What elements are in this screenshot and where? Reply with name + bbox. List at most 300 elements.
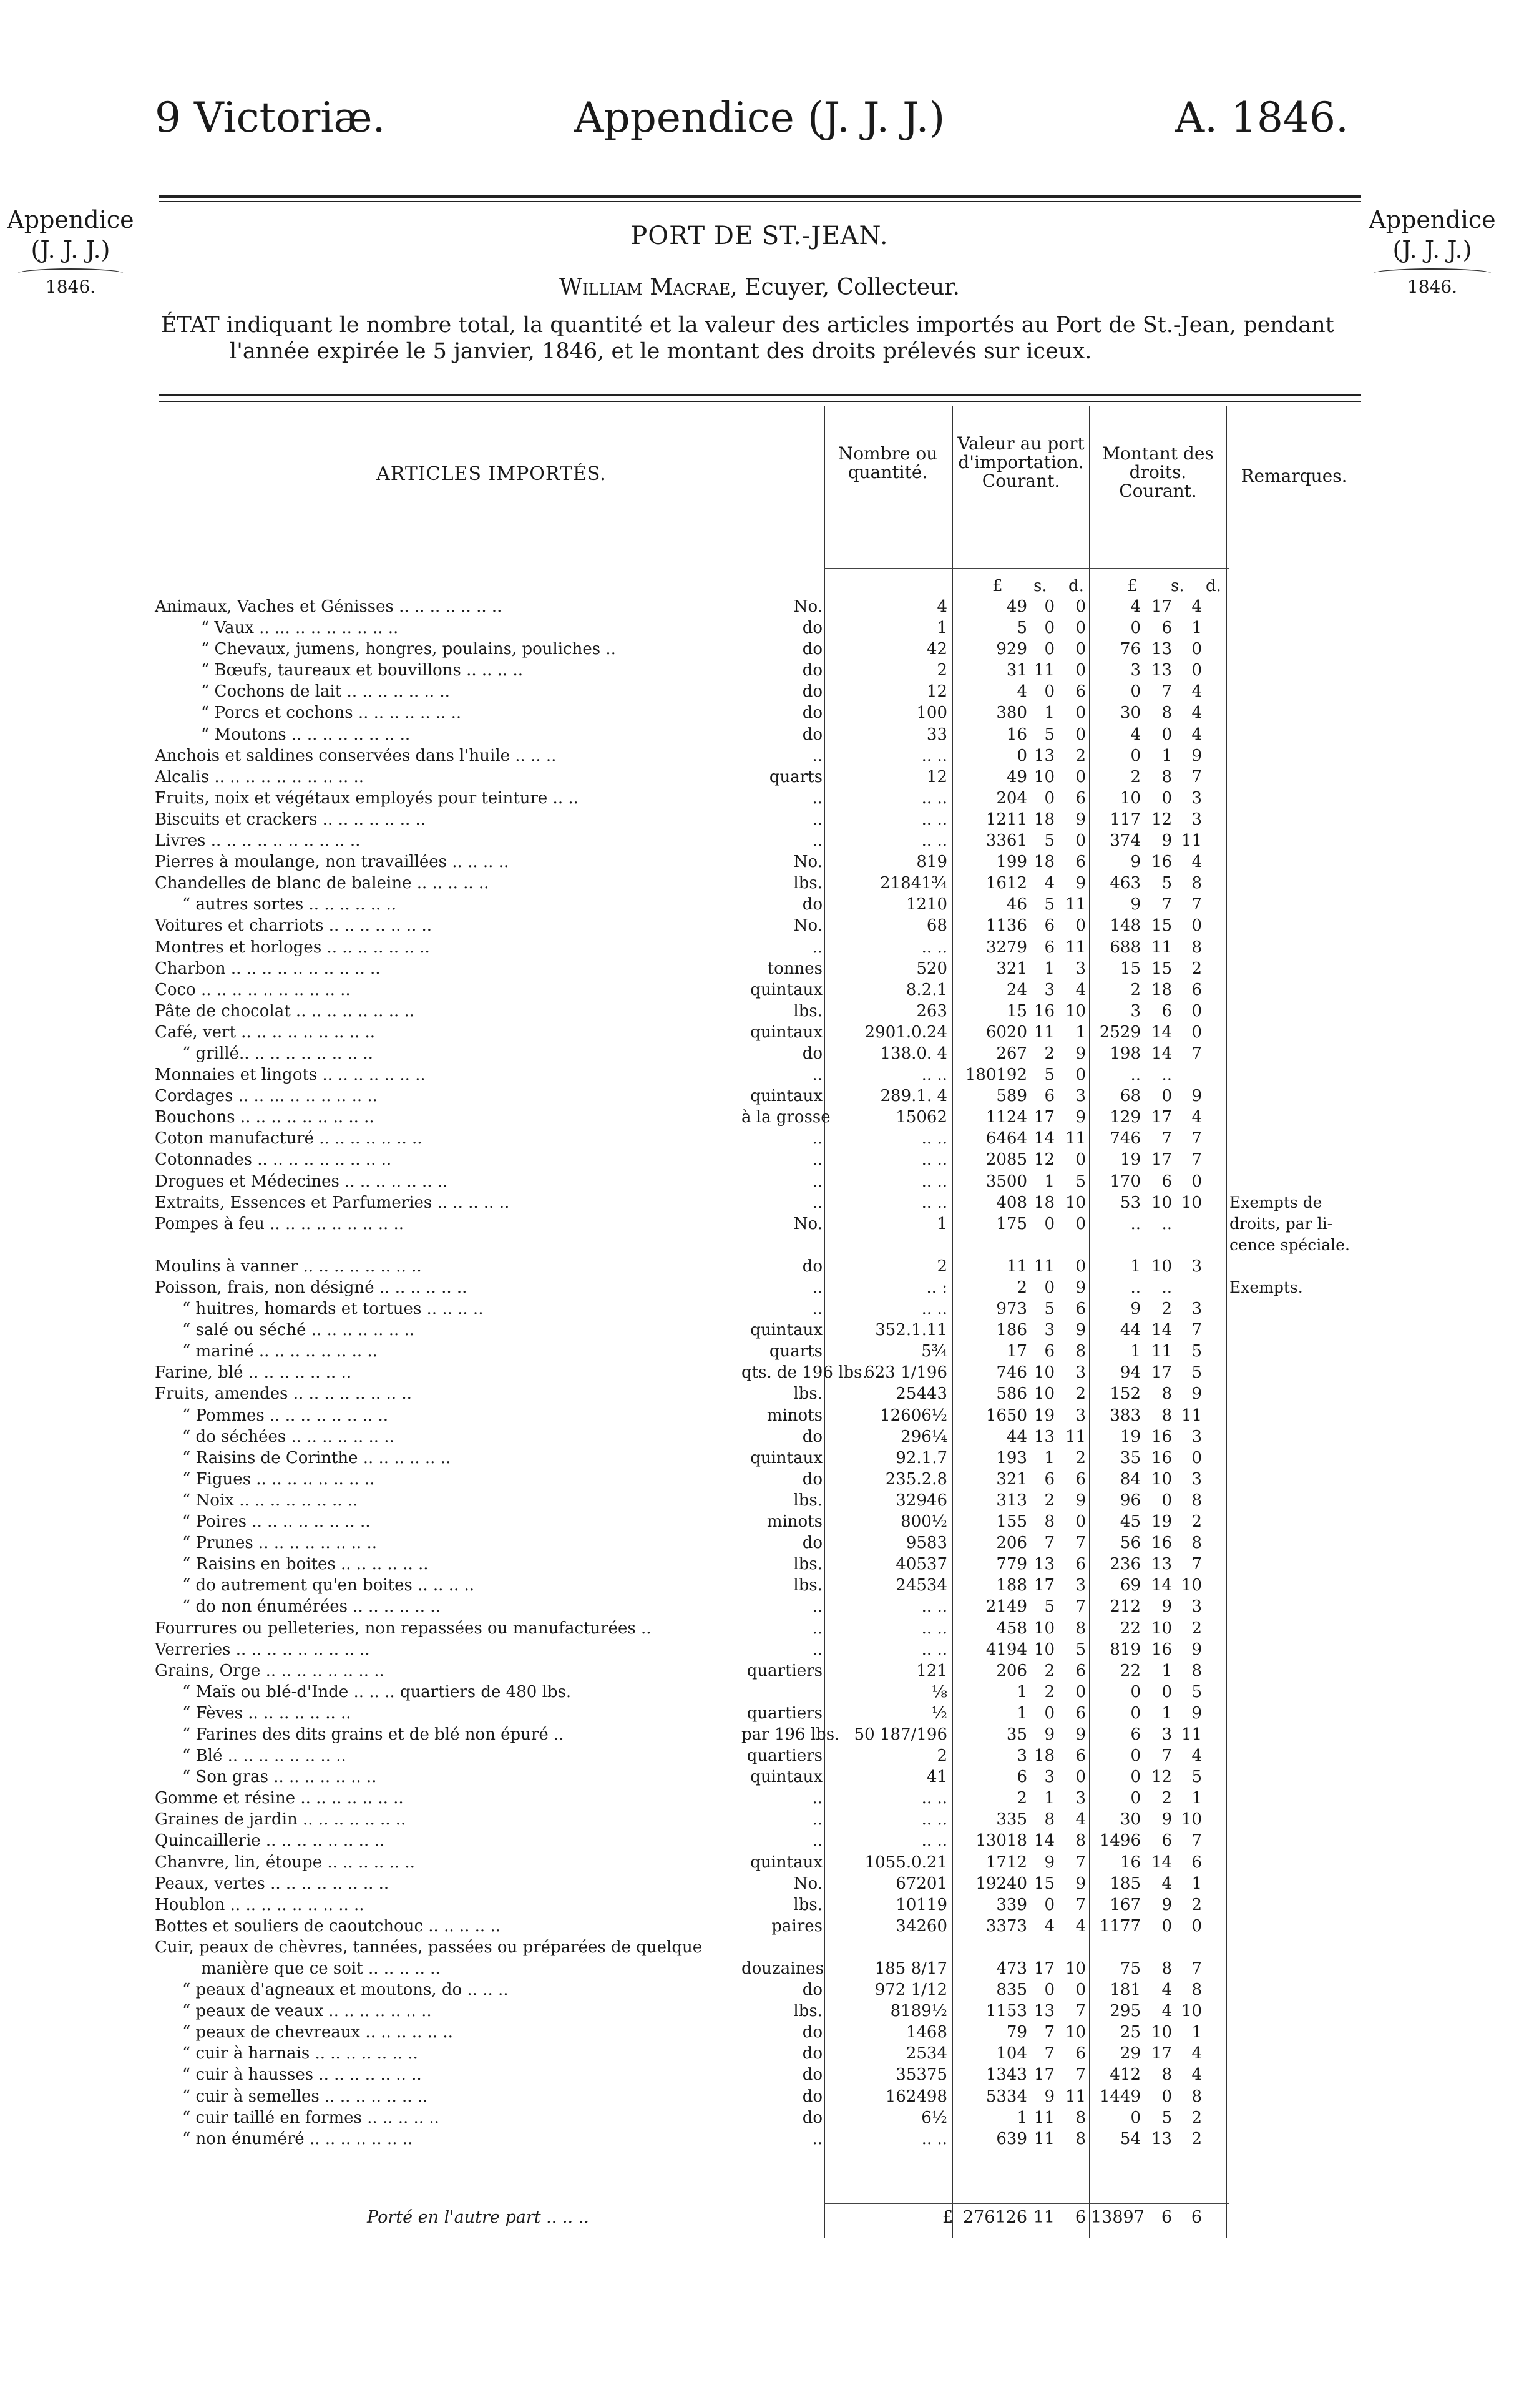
table-row (155, 809, 1365, 830)
value-pence: 0 (1075, 1150, 1086, 1170)
duty-pounds: 167 (1110, 1895, 1141, 1914)
value-pounds: 3373 (985, 1916, 1027, 1936)
value-shillings: 13 (1033, 1555, 1055, 1574)
duty-shillings: 0 (1161, 1087, 1172, 1106)
table-row (155, 1405, 1365, 1426)
value-pence: 7 (1075, 1597, 1086, 1617)
value-pence: 6 (1075, 853, 1086, 872)
duty-pounds: 212 (1110, 1597, 1141, 1617)
quantity: 2 (937, 661, 947, 680)
value-shillings: 12 (1033, 1150, 1055, 1170)
article-name: Coco .. .. .. .. .. .. .. .. .. .. (155, 980, 351, 999)
duty-shillings: 8 (1161, 703, 1172, 723)
table-row (155, 1852, 1365, 1873)
duty-pence: 8 (1191, 2087, 1202, 2106)
unit: qts. de 196 lbs. (741, 1363, 867, 1383)
value-pence: 10 (1065, 1959, 1086, 1978)
article-name: “ Prunes .. .. .. .. .. .. .. .. (182, 1534, 378, 1553)
quantity: .. .. (921, 1150, 947, 1170)
quantity: 33 (926, 725, 947, 744)
table-row (155, 1745, 1365, 1766)
table-row (155, 1703, 1365, 1724)
article-name: “ Porcs et cochons .. .. .. .. .. .. .. (201, 703, 462, 723)
unit: minots (766, 1512, 823, 1532)
table-row (155, 2022, 1365, 2043)
value-pounds: 321 (996, 959, 1027, 978)
article-name: Quincaillerie .. .. .. .. .. .. .. .. (155, 1831, 384, 1851)
value-shillings: 0 (1044, 640, 1055, 659)
quantity: 185 8/17 (874, 1959, 947, 1978)
value-pence: 10 (1065, 2023, 1086, 2042)
duty-pence: 7 (1191, 1044, 1202, 1063)
value-pounds: 193 (996, 1448, 1027, 1467)
unit: lbs. (793, 874, 823, 893)
value-pence: 8 (1075, 2108, 1086, 2127)
duty-pounds: 44 (1120, 1321, 1141, 1340)
value-shillings: 4 (1044, 1916, 1055, 1936)
duty-shillings: 17 (1151, 1108, 1172, 1127)
quantity: 6½ (921, 2108, 947, 2127)
duty-shillings: 8 (1161, 1406, 1172, 1425)
quantity: 100 (916, 703, 947, 723)
duty-pence: 10 (1181, 2002, 1202, 2021)
duty-shillings: 2 (1161, 1789, 1172, 1808)
value-pence: 3 (1075, 1789, 1086, 1808)
duty-shillings: 11 (1151, 1342, 1172, 1361)
duty-shillings: 13 (1151, 2129, 1172, 2148)
remark: droits, par li- (1229, 1214, 1333, 1233)
quantity: 2 (937, 1746, 947, 1766)
imports-table-body (155, 596, 1365, 2150)
table-row (155, 1788, 1365, 1809)
duty-pence: 1 (1191, 1789, 1202, 1808)
value-pence: 5 (1075, 1640, 1086, 1659)
duty-pence: 7 (1191, 1555, 1202, 1574)
duty-shillings: 3 (1161, 1725, 1172, 1744)
value-shillings: 16 (1033, 1001, 1055, 1020)
duty-shillings: 0 (1161, 1490, 1172, 1510)
duty-pence: 4 (1191, 853, 1202, 872)
value-shillings: 18 (1033, 853, 1055, 872)
value-pence: 0 (1075, 1214, 1086, 1233)
duty-pounds: 0 (1130, 1682, 1141, 1701)
duty-shillings: 10 (1151, 1469, 1172, 1489)
value-pence: 6 (1075, 1299, 1086, 1319)
value-pence: 11 (1065, 937, 1086, 957)
value-pence: 0 (1075, 640, 1086, 659)
table-top-rule-thin (159, 401, 1361, 402)
quantity: .. .. (921, 1193, 947, 1212)
duty-shillings: 16 (1151, 1534, 1172, 1553)
value-pounds: 19240 (975, 1874, 1027, 1893)
value-pounds: 929 (996, 640, 1027, 659)
quantity: .. .. (921, 1640, 947, 1659)
value-shillings: 6 (1044, 1342, 1055, 1361)
duty-pounds: 3 (1130, 661, 1141, 680)
duty-pounds: 22 (1120, 1661, 1141, 1680)
value-shillings: 8 (1044, 1512, 1055, 1532)
total-duty-shillings: 6 (1161, 2208, 1172, 2227)
table-row (155, 1490, 1365, 1511)
unit: quintaux (750, 1768, 823, 1787)
value-shillings: 7 (1044, 1534, 1055, 1553)
table-row (155, 1809, 1365, 1830)
value-shillings: 6 (1044, 916, 1055, 936)
duty-pounds: 9 (1130, 895, 1141, 914)
remark: Exempts. (1229, 1278, 1303, 1296)
value-pounds: 2 (1017, 1789, 1027, 1808)
table-row (155, 1298, 1365, 1319)
table-row (155, 1277, 1365, 1298)
article-name: “ Poires .. .. .. .. .. .. .. .. (182, 1512, 371, 1532)
quantity: 138.0. 4 (880, 1044, 947, 1063)
duty-pounds: 152 (1110, 1384, 1141, 1404)
table-row (155, 2107, 1365, 2128)
duty-pence: 5 (1191, 1342, 1202, 1361)
quantity: 9583 (906, 1534, 947, 1553)
table-row (155, 2064, 1365, 2085)
duty-shillings: 8 (1161, 1959, 1172, 1978)
table-row (155, 1128, 1365, 1149)
article-name: Voitures et charriots .. .. .. .. .. .. .. (155, 916, 432, 936)
value-shillings: 0 (1044, 1278, 1055, 1297)
article-name: Fruits, amendes .. .. .. .. .. .. .. .. (155, 1384, 412, 1404)
table-row (155, 1107, 1365, 1128)
value-pounds: 16 (1006, 725, 1027, 744)
duty-pence: 10 (1181, 1193, 1202, 1212)
duty-shillings: 0 (1161, 1682, 1172, 1701)
duty-shillings: 6 (1161, 1172, 1172, 1191)
duty-pounds: 2 (1130, 767, 1141, 786)
value-pounds: 408 (996, 1193, 1027, 1212)
unit: .. (812, 1618, 823, 1638)
duty-pounds: 819 (1110, 1640, 1141, 1659)
duty-shillings: 7 (1161, 1746, 1172, 1766)
quantity: 35375 (896, 2065, 947, 2085)
duty-pence: 4 (1191, 2065, 1202, 2085)
value-shillings: 0 (1044, 597, 1055, 616)
value-pence: 9 (1075, 1490, 1086, 1510)
table-row (155, 1724, 1365, 1745)
duty-pence: 10 (1181, 1576, 1202, 1595)
duty-pounds: 746 (1110, 1129, 1141, 1148)
duty-shillings: 14 (1151, 1576, 1172, 1595)
value-shillings: 5 (1044, 1597, 1055, 1617)
pound-symbol: £ (1127, 577, 1138, 595)
duty-pounds: 148 (1110, 916, 1141, 936)
value-shillings: 1 (1044, 1789, 1055, 1808)
table-row (155, 660, 1365, 681)
value-pounds: 104 (996, 2044, 1027, 2063)
duty-pence: 2 (1191, 2129, 1202, 2148)
duty-pounds: 0 (1130, 619, 1141, 638)
value-shillings: 3 (1044, 1321, 1055, 1340)
column-header-nombre: Nombre ou quantité. (838, 443, 938, 482)
quantity: 10119 (896, 1895, 947, 1914)
article-name: Pâte de chocolat .. .. .. .. .. .. .. .. (155, 1001, 415, 1020)
table-row (155, 1916, 1365, 1937)
duty-pounds: 383 (1110, 1406, 1141, 1425)
value-pounds: 186 (996, 1321, 1027, 1340)
duty-pence: 3 (1191, 1469, 1202, 1489)
value-shillings: 0 (1044, 619, 1055, 638)
value-pounds: 458 (996, 1618, 1027, 1638)
quantity: 2534 (906, 2044, 947, 2063)
duty-pounds: 75 (1120, 1959, 1141, 1978)
duty-shillings: 12 (1151, 1768, 1172, 1787)
duty-shillings: 0 (1161, 1916, 1172, 1936)
duty-pence: 9 (1191, 1703, 1202, 1723)
value-shillings: 11 (1033, 2108, 1055, 2127)
value-shillings: 10 (1033, 1618, 1055, 1638)
table-row (155, 1554, 1365, 1575)
value-shillings: 8 (1044, 1810, 1055, 1829)
unit: do (802, 1044, 823, 1063)
table-row (155, 1256, 1365, 1277)
table-row (155, 724, 1365, 745)
duty-shillings: 12 (1151, 810, 1172, 829)
unit: do (802, 703, 823, 723)
quantity: 12 (926, 767, 947, 786)
collector-line (0, 275, 1519, 300)
duty-pounds: 236 (1110, 1555, 1141, 1574)
value-shillings: 2 (1044, 1490, 1055, 1510)
value-pounds: 2085 (985, 1150, 1027, 1170)
duty-pence: 5 (1191, 1768, 1202, 1787)
duty-shillings: 9 (1161, 1810, 1172, 1829)
duty-pence: 8 (1191, 937, 1202, 957)
article-name: “ peaux d'agneaux et moutons, do .. .. .. (182, 1980, 509, 2000)
unit: quartiers (746, 1746, 823, 1766)
unit: lbs. (793, 1384, 823, 1404)
unit: do (802, 661, 823, 680)
duty-pounds: 56 (1120, 1534, 1141, 1553)
unit: No. (793, 916, 823, 936)
article-name: “ Raisins de Corinthe .. .. .. .. .. .. (182, 1448, 451, 1467)
article-name: Coton manufacturé .. .. .. .. .. .. .. (155, 1129, 422, 1148)
table-row (155, 1362, 1365, 1383)
duty-pounds: 0 (1130, 746, 1141, 765)
duty-pounds: 45 (1120, 1512, 1141, 1532)
value-pounds: 589 (996, 1087, 1027, 1106)
total-value-pounds: 276126 (962, 2208, 1027, 2227)
table-row (155, 1575, 1365, 1596)
unit: quarts (769, 767, 823, 786)
unit: do (802, 2044, 823, 2063)
value-pence: 0 (1075, 619, 1086, 638)
duty-shillings: 1 (1161, 746, 1172, 765)
value-pounds: 1 (1017, 1682, 1027, 1701)
duty-pence: 7 (1191, 767, 1202, 786)
duty-shillings: 10 (1151, 1193, 1172, 1212)
duty-pence: 7 (1191, 1321, 1202, 1340)
table-row (155, 1681, 1365, 1703)
unit: .. (812, 788, 823, 808)
value-pence: 9 (1075, 1278, 1086, 1297)
value-pounds: 473 (996, 1959, 1027, 1978)
quantity: 4 (937, 597, 947, 616)
quantity: .. .. (921, 1810, 947, 1829)
duty-pounds: 68 (1120, 1087, 1141, 1106)
table-row (155, 681, 1365, 702)
article-name: “ Raisins en boites .. .. .. .. .. .. (182, 1555, 429, 1574)
value-pounds: 1211 (985, 810, 1027, 829)
quantity: 32946 (896, 1490, 947, 1510)
duty-shillings: 17 (1151, 2044, 1172, 2063)
quantity: 42 (926, 640, 947, 659)
quantity: 8.2.1 (906, 980, 947, 999)
value-shillings: 0 (1044, 1703, 1055, 1723)
duty-pounds: 94 (1120, 1363, 1141, 1383)
value-pence: 6 (1075, 1661, 1086, 1680)
value-shillings: 13 (1033, 746, 1055, 765)
article-name: “ Cochons de lait .. .. .. .. .. .. .. (201, 682, 450, 702)
duty-pounds: 185 (1110, 1874, 1141, 1893)
duty-shillings: 10 (1151, 1618, 1172, 1638)
value-pounds: 3500 (985, 1172, 1027, 1191)
table-row (155, 1979, 1365, 2000)
value-pence: 3 (1075, 1406, 1086, 1425)
article-name: Biscuits et crackers .. .. .. .. .. .. .. (155, 810, 426, 829)
duty-shillings: 16 (1151, 853, 1172, 872)
quantity: 25443 (896, 1384, 947, 1404)
duty-shillings: 8 (1161, 767, 1172, 786)
duty-pence: 1 (1191, 1874, 1202, 1893)
value-pounds: 44 (1006, 1427, 1027, 1446)
unit: do (802, 1427, 823, 1446)
value-pence: 0 (1075, 1256, 1086, 1276)
value-shillings: 2 (1044, 1044, 1055, 1063)
duty-shillings: 14 (1151, 1022, 1172, 1042)
duty-shillings: 17 (1151, 597, 1172, 616)
margin-note-year: 1846. (1360, 272, 1504, 302)
article-name: “ huitres, homards et tortues .. .. .. .. (182, 1299, 484, 1319)
pound-symbol: £ (992, 577, 1003, 595)
article-name: “ Bœufs, taureaux et bouvillons .. .. .. .. (201, 661, 523, 680)
table-row (155, 788, 1365, 809)
unit: quintaux (750, 1852, 823, 1872)
table-row (155, 639, 1365, 660)
duty-pounds: .. (1130, 1214, 1141, 1233)
unit: lbs. (793, 1555, 823, 1574)
duty-pence: 1 (1191, 2023, 1202, 2042)
table-row (155, 766, 1365, 788)
duty-pounds: 1 (1130, 1342, 1141, 1361)
margin-note-label: Appendice (7, 206, 134, 233)
duty-pence: 8 (1191, 1661, 1202, 1680)
value-pounds: 199 (996, 853, 1027, 872)
article-name: Farine, blé .. .. .. .. .. .. .. (155, 1363, 352, 1383)
quantity: 21841¾ (880, 874, 947, 893)
unit: lbs. (793, 1576, 823, 1595)
duty-shillings: 16 (1151, 1427, 1172, 1446)
quantity: ⅛ (931, 1682, 947, 1701)
duty-pence: 3 (1191, 1256, 1202, 1276)
quantity: 34260 (896, 1916, 947, 1936)
value-pence: 3 (1075, 959, 1086, 978)
duty-pence: 0 (1191, 1001, 1202, 1020)
intro-line-1: ÉTAT indiquant le nombre total, la quantité et la valeur des articles importés au Port de St.-Jean, pendant (161, 313, 1334, 338)
duty-shillings: 4 (1161, 2002, 1172, 2021)
value-pounds: 2149 (985, 1597, 1027, 1617)
duty-pounds: 15 (1120, 959, 1141, 978)
value-pence: 0 (1075, 1682, 1086, 1701)
duty-pence: 4 (1191, 597, 1202, 616)
unit: paires (771, 1916, 823, 1936)
value-pence: 9 (1075, 810, 1086, 829)
value-pounds: 204 (996, 788, 1027, 808)
unit: No. (793, 1214, 823, 1233)
quantity: .. .. (921, 788, 947, 808)
article-name: Gomme et résine .. .. .. .. .. .. .. (155, 1789, 404, 1808)
value-shillings: 11 (1033, 1256, 1055, 1276)
duty-shillings: 6 (1161, 619, 1172, 638)
article-name: Cuir, peaux de chèvres, tannées, passées ou préparées de quelque (155, 1937, 703, 1957)
unit: .. (812, 1172, 823, 1191)
duty-pence: 0 (1191, 1448, 1202, 1467)
total-duty-pounds: 13897 (1091, 2208, 1145, 2227)
unit: à la grosse (741, 1108, 831, 1127)
value-pounds: 1612 (985, 874, 1027, 893)
value-pounds: 79 (1006, 2023, 1027, 2042)
unit: .. (812, 2129, 823, 2148)
quantity: 50 187/196 (854, 1725, 947, 1744)
duty-pence: 4 (1191, 725, 1202, 744)
duty-pence: 3 (1191, 1427, 1202, 1446)
value-pounds: 24 (1006, 980, 1027, 999)
duty-pence: 0 (1191, 1916, 1202, 1936)
value-pence: 0 (1075, 767, 1086, 786)
duty-shillings: 11 (1151, 937, 1172, 957)
duty-shillings: 15 (1151, 959, 1172, 978)
value-pence: 11 (1065, 1129, 1086, 1148)
quantity: 1210 (906, 895, 947, 914)
duty-pence: 4 (1191, 2044, 1202, 2063)
unit: do (802, 2065, 823, 2085)
value-pounds: 49 (1006, 597, 1027, 616)
value-pence: 0 (1075, 831, 1086, 851)
value-pounds: 180192 (965, 1065, 1027, 1085)
duty-pence: 3 (1191, 1597, 1202, 1617)
duty-shillings: 9 (1161, 1597, 1172, 1617)
article-name: Houblon .. .. .. .. .. .. .. .. .. (155, 1895, 364, 1914)
value-shillings: 10 (1033, 1363, 1055, 1383)
value-pence: 6 (1075, 1555, 1086, 1574)
duty-pounds: 1496 (1099, 1831, 1141, 1851)
table-row (155, 702, 1365, 723)
value-shillings: 0 (1044, 1214, 1055, 1233)
margin-note-label: Appendice (1369, 206, 1496, 233)
duty-pounds: 1 (1130, 1256, 1141, 1276)
value-pence: 4 (1075, 980, 1086, 999)
duty-pounds: 1177 (1099, 1916, 1141, 1936)
value-pence: 11 (1065, 1427, 1086, 1446)
article-name: “ salé ou séché .. .. .. .. .. .. .. (182, 1321, 415, 1340)
quantity: .. .. (921, 1618, 947, 1638)
quantity: 296¼ (901, 1427, 947, 1446)
value-shillings: 0 (1044, 788, 1055, 808)
duty-shillings: 0 (1161, 2087, 1172, 2106)
article-name: “ Son gras .. .. .. .. .. .. .. (182, 1768, 377, 1787)
article-name: Graines de jardin .. .. .. .. .. .. .. (155, 1810, 406, 1829)
value-pence: 6 (1075, 2044, 1086, 2063)
unit: do (802, 895, 823, 914)
table-row (155, 2128, 1365, 2150)
value-pence: 3 (1075, 1576, 1086, 1595)
article-name: Livres .. .. .. .. .. .. .. .. .. .. (155, 831, 361, 851)
table-row (155, 979, 1365, 1001)
duty-pence: 1 (1191, 619, 1202, 638)
